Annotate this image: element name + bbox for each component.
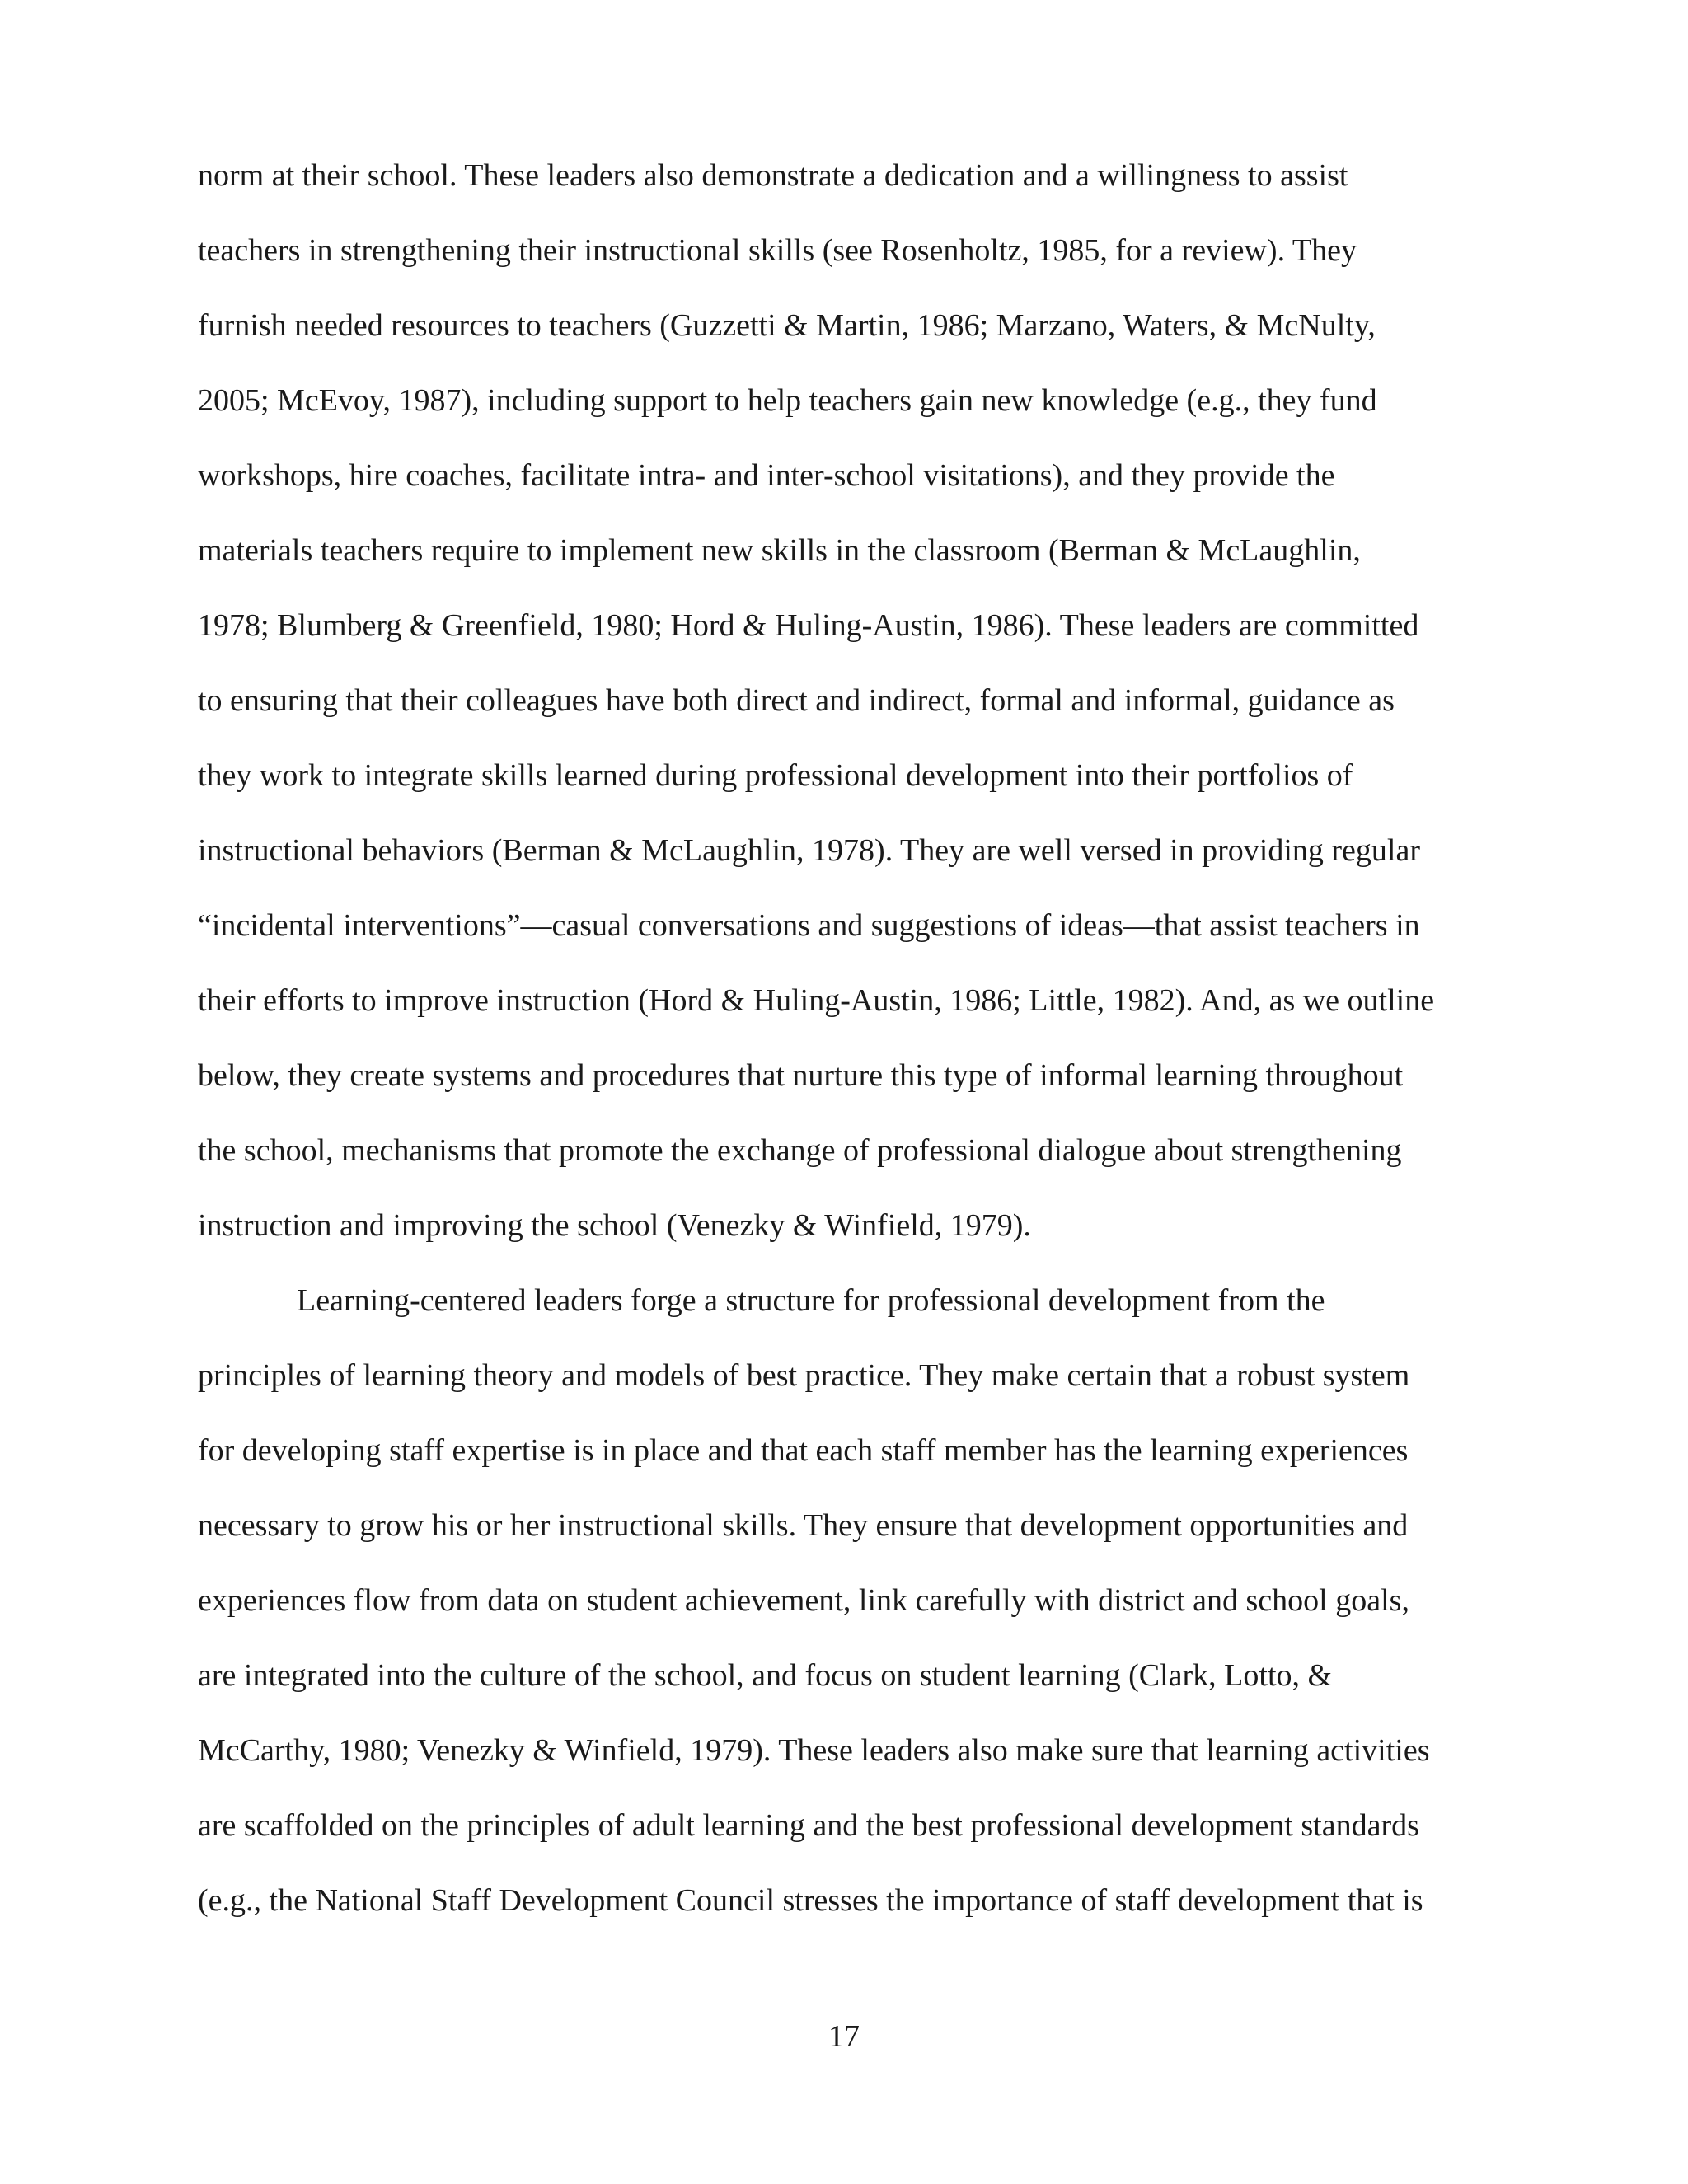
body-line: furnish needed resources to teachers (Guzzetti & Martin, 1986; Marzano, Waters, & McNulty, (198, 308, 1376, 343)
body-line: below, they create systems and procedures that nurture this type of informal learning throughout (198, 1058, 1404, 1093)
body-line: their efforts to improve instruction (Hord & Huling-Austin, 1986; Little, 1982). And, as we outline (198, 983, 1435, 1018)
body-line: principles of learning theory and models of best practice. They make certain that a robust system (198, 1358, 1410, 1393)
body-line: 1978; Blumberg & Greenfield, 1980; Hord & Huling-Austin, 1986). These leaders are committed (198, 608, 1419, 643)
paragraph-first-line: Learning-centered leaders forge a structure for professional development from the (297, 1283, 1325, 1318)
body-line: McCarthy, 1980; Venezky & Winfield, 1979). These leaders also make sure that learning activities (198, 1733, 1430, 1768)
body-line: materials teachers require to implement new skills in the classroom (Berman & McLaughlin, (198, 533, 1361, 568)
body-line: workshops, hire coaches, facilitate intra- and inter-school visitations), and they provide the (198, 458, 1335, 493)
body-line: are integrated into the culture of the school, and focus on student learning (Clark, Lotto, & (198, 1658, 1333, 1693)
body-line: 2005; McEvoy, 1987), including support to help teachers gain new knowledge (e.g., they fund (198, 383, 1377, 418)
body-line: “incidental interventions”—casual conversations and suggestions of ideas—that assist teachers in (198, 908, 1420, 943)
body-line: instruction and improving the school (Venezky & Winfield, 1979). (198, 1208, 1031, 1243)
body-line: they work to integrate skills learned during professional development into their portfolios of (198, 758, 1353, 793)
body-line: for developing staff expertise is in place and that each staff member has the learning experiences (198, 1433, 1409, 1468)
body-line: teachers in strengthening their instructional skills (see Rosenholtz, 1985, for a review). They (198, 233, 1357, 268)
body-line: experiences flow from data on student achievement, link carefully with district and school goals, (198, 1583, 1409, 1618)
body-line: are scaffolded on the principles of adult learning and the best professional development standards (198, 1808, 1419, 1843)
body-line: the school, mechanisms that promote the exchange of professional dialogue about strengthening (198, 1133, 1402, 1168)
body-line: necessary to grow his or her instructional skills. They ensure that development opportunities and (198, 1508, 1409, 1543)
body-line: (e.g., the National Staff Development Council stresses the importance of staff development that is (198, 1883, 1423, 1918)
body-line: to ensuring that their colleagues have both direct and indirect, formal and informal, guidance as (198, 683, 1395, 718)
page-number: 17 (828, 2019, 860, 2054)
body-line: norm at their school. These leaders also demonstrate a dedication and a willingness to assist (198, 158, 1348, 193)
body-line: instructional behaviors (Berman & McLaughlin, 1978). They are well versed in providing regular (198, 833, 1421, 868)
